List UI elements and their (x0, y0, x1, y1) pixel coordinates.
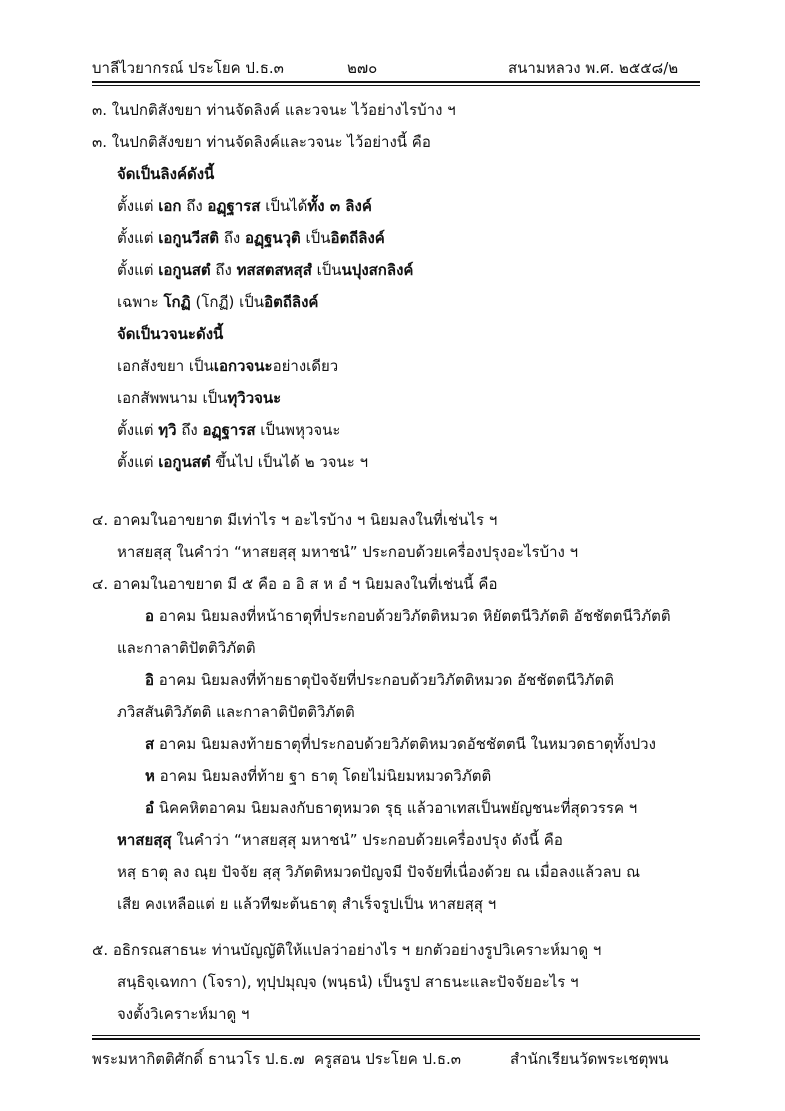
text: ตั้งแต่ (117, 197, 159, 215)
footer-role: ครูสอน ประโยค ป.ธ.๓ (314, 1050, 462, 1068)
text: ในคำว่า “หาสยสฺสุ มหาชนํ” ประกอบด้วยเครื่องปรุง ดังนี้ คือ (171, 831, 563, 849)
text: ตั้งแต่ (117, 229, 159, 247)
term: เอกูนสตํ (158, 261, 211, 279)
footer-school: สำนักเรียนวัดพระเชตุพน (510, 1050, 669, 1068)
header-rule-thin (92, 85, 700, 86)
q4-a-line-2: และกาลาติปัตติวิภัตติ (117, 639, 256, 657)
text: เป็นพหุวจนะ (255, 421, 341, 439)
term: เอกูนสตํ (158, 453, 211, 471)
text: เอกสัพพนาม เป็น (117, 389, 228, 407)
term: อิ (145, 671, 155, 689)
q3-number-heading: จัดเป็นวจนะดังนี้ (117, 325, 224, 343)
q3-number-line-2 (117, 388, 281, 408)
term: เอกูนวีสติ (158, 229, 220, 247)
q3-question: ๓. ในปกติสังขยา ท่านจัดลิงค์ และวจนะ ไว้อย่างไรบ้าง ฯ (92, 101, 456, 119)
text: เป็น (300, 229, 331, 247)
text: อาคม นิยมลงท้ายธาตุที่ประกอบด้วยวิภัตติหมวดอัชชัตตนี ในหมวดธาตุทั้งปวง (154, 735, 656, 753)
term: ทสสตสหสฺสํ (236, 261, 312, 279)
q3-answer-intro: ๓. ในปกติสังขยา ท่านจัดลิงค์และวจนะ ไว้อย่างนี้ คือ (92, 133, 431, 151)
text: อาคม นิยมลงที่ท้ายธาตุปัจจัยที่ประกอบด้วยวิภัตติหมวด อัชชัตตนีวิภัตติ (154, 671, 615, 689)
q5-question-2: สนฺธิจฺเฉทกา (โจรา), ทุปฺปมุญฺจ (พนฺธนํ) เป็นรูป สาธนะและปัจจัยอะไร ฯ (117, 973, 579, 991)
q4-a-line-1 (145, 606, 671, 626)
footer-author: พระมหากิตติศักดิ์ ธานวโร ป.ธ.๗ (92, 1050, 305, 1068)
term: อํ (145, 799, 155, 817)
text: ขึ้นไป เป็นได้ ๒ วจนะ ฯ (210, 453, 369, 471)
q4-question-2: หาสยสฺสุ ในคำว่า “หาสยสฺสุ มหาชนํ” ประกอบด้วยเครื่องปรุงอะไรบ้าง ฯ (117, 543, 579, 561)
term: ทั้ง ๓ ลิงค์ (307, 197, 372, 215)
q4-h-line (145, 766, 491, 786)
term: ส (145, 735, 155, 753)
term: ทฺวิ (158, 421, 177, 439)
text: ถึง (181, 197, 208, 215)
q3-number-line-1 (117, 356, 338, 376)
text: เฉพาะ (117, 293, 164, 311)
text: อาคม นิยมลงที่หน้าธาตุที่ประกอบด้วยวิภัตติหมวด หิยัตตนีวิภัตติ อัชชัตตนีวิภัตติ (154, 607, 671, 625)
text: ตั้งแต่ (117, 453, 159, 471)
header-page-number: ๒๗๐ (347, 59, 378, 77)
text: เป็น (311, 261, 342, 279)
q3-gender-line-2 (117, 228, 385, 248)
text: ตั้งแต่ (117, 261, 159, 279)
q3-gender-line-1 (117, 196, 372, 216)
q3-number-line-3 (117, 420, 340, 440)
text: อาคม นิยมลงที่ท้าย ฐา ธาตุ โดยไม่นิยมหมวดวิภัตติ (154, 767, 492, 785)
q4-hasa-line-2: หสฺ ธาตุ ลง ณฺย ปัจจัย สฺสุ วิภัตติหมวดปัญจมี ปัจจัยที่เนื่องด้วย ณ เมื่อลงแล้วลบ ณ (117, 863, 640, 881)
term: นปุงสกลิงค์ (341, 261, 414, 279)
text: ถึง (176, 421, 203, 439)
header-left: บาลีไวยากรณ์ ประโยค ป.ธ.๓ (92, 59, 284, 77)
text: เอกสังขยา เป็น (117, 357, 214, 375)
term: อฏฺฐารส (202, 421, 256, 439)
header-right: สนามหลวง พ.ศ. ๒๕๕๘/๒ (508, 59, 679, 77)
term: หาสยสฺสุ (117, 831, 172, 849)
text: เป็นได้ (260, 197, 308, 215)
q4-hasa-line-1 (117, 830, 563, 850)
term: อิตถีลิงค์ (264, 293, 319, 311)
term: อิตถีลิงค์ (330, 229, 385, 247)
footer-rule-thin (92, 1035, 700, 1036)
term: โกฏิ (163, 293, 191, 311)
q5-question-1: ๕. อธิกรณสาธนะ ท่านบัญญัติให้แปลว่าอย่างไร ฯ ยกตัวอย่างรูปวิเคราะห์มาดู ฯ (92, 941, 602, 959)
term: อ (145, 607, 155, 625)
q4-s-line (145, 734, 656, 754)
q3-gender-line-4 (117, 292, 318, 312)
q5-question-3: จงตั้งวิเคราะห์มาดู ฯ (117, 1005, 250, 1023)
q3-gender-heading: จัดเป็นลิงค์ดังนี้ (117, 165, 215, 183)
q4-answer-intro: ๔. อาคมในอาขยาต มี ๕ คือ อ อิ ส ห อํ ฯ นิยมลงในที่เช่นนี้ คือ (92, 575, 498, 593)
footer-rule-thick (92, 1038, 700, 1040)
term: ห (145, 767, 155, 785)
text: ถึง (210, 261, 237, 279)
term: อฏฺฐนวุติ (245, 229, 301, 247)
term: เอก (158, 197, 182, 215)
q3-gender-line-3 (117, 260, 413, 280)
text: อย่างเดียว (272, 357, 339, 375)
text: (โกฏี) เป็น (190, 293, 265, 311)
q4-i-line-2: ภวิสสันติวิภัตติ และกาลาติปัตติวิภัตติ (117, 703, 355, 721)
q4-question-1: ๔. อาคมในอาขยาต มีเท่าไร ฯ อะไรบ้าง ฯ นิยมลงในที่เช่นไร ฯ (92, 511, 498, 529)
term: ทุวิวจนะ (227, 389, 282, 407)
term: เอกวจนะ (213, 357, 273, 375)
term: อฏฺฐารส (207, 197, 261, 215)
q4-hasa-line-3: เสีย คงเหลือแต่ ย แล้วทีฆะต้นธาตุ สำเร็จรูปเป็น หาสยสฺสุ ฯ (117, 895, 497, 913)
text: นิคคหิตอาคม นิยมลงกับธาตุหมวด รุธฺ แล้วอาเทสเป็นพยัญชนะที่สุดวรรค ฯ (154, 799, 638, 817)
text: ตั้งแต่ (117, 421, 159, 439)
q4-i-line-1 (145, 670, 614, 690)
q3-number-line-4 (117, 452, 368, 472)
header-rule-thick (92, 81, 700, 83)
text: ถึง (219, 229, 245, 247)
q4-am-line (145, 798, 637, 818)
